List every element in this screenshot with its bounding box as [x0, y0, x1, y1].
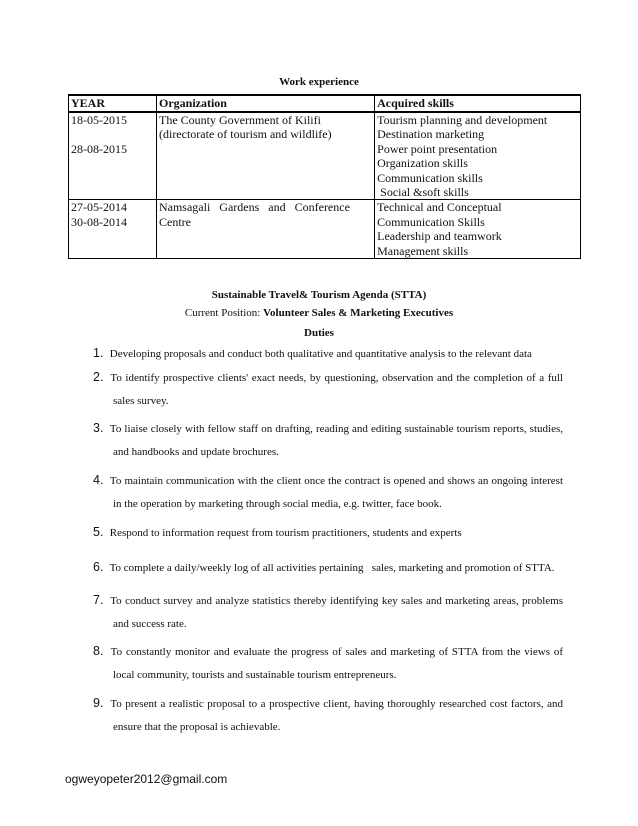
- organization-line: The County Government of Kilifi: [158, 113, 321, 127]
- item-text-continued: and handbooks and update brochures.: [113, 446, 279, 458]
- item-text: To complete a daily/weekly log of all activities pertaining sales, marketing and promotion of STTA.: [109, 562, 555, 574]
- list-item: [93, 556, 563, 580]
- skills-cell: [375, 200, 581, 259]
- item-number: 1.: [93, 346, 104, 360]
- year-cell: [69, 200, 157, 259]
- duties-heading: Duties: [304, 327, 334, 339]
- list-item: [93, 366, 563, 413]
- item-text: To liaise closely with fellow staff on drafting, reading and editing sustainable tourism reports, studies,: [109, 423, 563, 435]
- item-text-continued: local community, tourists and sustainable tourism entrepreneurs.: [113, 669, 397, 681]
- item-text: To conduct survey and analyze statistics thereby identifying key sales and marketing areas, problems: [110, 595, 563, 607]
- year-cell: [69, 112, 157, 200]
- footer-email: ogweyopeter2012@gmail.com: [65, 772, 228, 786]
- header-skills: Acquired skills: [375, 95, 581, 112]
- item-number: 6.: [93, 560, 104, 574]
- list-item: [93, 589, 563, 636]
- skill-item: Leadership and teamwork: [377, 229, 502, 244]
- work-experience-table: [68, 94, 581, 259]
- item-number: 2.: [93, 370, 104, 384]
- list-item: [93, 469, 563, 516]
- header-organization: Organization: [156, 95, 374, 112]
- organization-line: (directorate of tourism and wildlife): [158, 127, 332, 142]
- organization-cell: [156, 112, 374, 200]
- table-header-row: [69, 95, 581, 112]
- item-text: To identify prospective clients' exact needs, by questioning, observation and the completion of a full: [110, 372, 563, 384]
- organization-heading: Sustainable Travel& Tourism Agenda (STTA): [211, 289, 427, 301]
- work-experience-title: Work experience: [279, 76, 359, 88]
- skill-item: Social &soft skills: [377, 185, 469, 200]
- year-value: 28-08-2015: [71, 141, 127, 156]
- organization-line: Centre: [158, 214, 191, 229]
- item-number: 5.: [93, 525, 104, 539]
- current-position: [0, 307, 638, 319]
- organization-line: Namsagali Gardens and Conference: [158, 200, 350, 215]
- position-label: Current Position:: [184, 307, 264, 319]
- item-text: Developing proposals and conduct both qualitative and quantitative analysis to the relevant data: [109, 348, 532, 360]
- year-value: 30-08-2014: [71, 214, 127, 229]
- item-number: 3.: [93, 421, 104, 435]
- list-item: [93, 521, 563, 545]
- table-row: [69, 200, 581, 259]
- skill-item: Communication Skills: [377, 214, 485, 229]
- list-item: [93, 342, 563, 366]
- item-text-continued: ensure that the proposal is achievable.: [113, 721, 281, 733]
- item-text: Respond to information request from tourism practitioners, students and experts: [109, 527, 462, 539]
- year-value: 18-05-2015: [71, 113, 127, 127]
- item-number: 4.: [93, 473, 104, 487]
- skill-item: Management skills: [377, 243, 469, 258]
- table-row: [69, 112, 581, 200]
- item-text: To maintain communication with the client once the contract is opened and shows an ongoing interest: [109, 475, 563, 487]
- item-text-continued: and success rate.: [113, 618, 187, 630]
- list-item: [93, 417, 563, 464]
- skill-item: Destination marketing: [377, 127, 485, 142]
- item-number: 7.: [93, 593, 104, 607]
- item-text-continued: sales survey.: [113, 395, 169, 407]
- list-item: [93, 692, 563, 739]
- skill-item: Tourism planning and development: [377, 113, 548, 127]
- skills-cell: [375, 112, 581, 200]
- header-year: YEAR: [69, 95, 157, 112]
- item-number: 8.: [93, 644, 104, 658]
- organization-cell: [156, 200, 374, 259]
- skill-item: Technical and Conceptual: [377, 200, 502, 215]
- skill-item: Power point presentation: [377, 141, 498, 156]
- skill-item: Communication skills: [377, 170, 483, 185]
- skill-item: Organization skills: [377, 156, 468, 171]
- year-spacer: [71, 127, 154, 141]
- item-text: To constantly monitor and evaluate the progress of sales and marketing of STTA from the views of: [110, 646, 563, 658]
- year-value: 27-05-2014: [71, 200, 127, 215]
- item-number: 9.: [93, 696, 104, 710]
- item-text: To present a realistic proposal to a prospective client, having thoroughly researched cost factors, and: [110, 698, 563, 710]
- item-text-continued: in the operation by marketing through social media, e.g. twitter, face book.: [113, 498, 442, 510]
- list-item: [93, 640, 563, 687]
- position-value: Volunteer Sales & Marketing Executives: [263, 307, 454, 319]
